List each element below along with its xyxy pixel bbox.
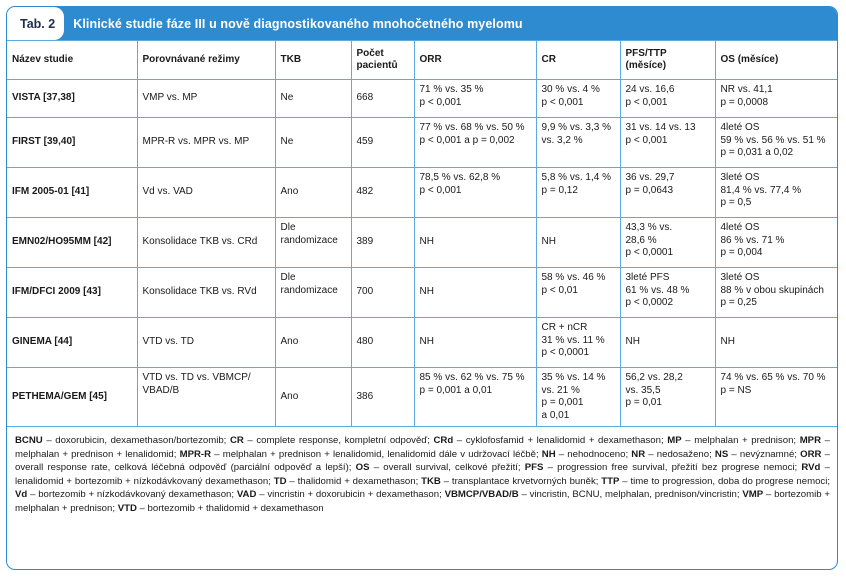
legend-abbr: BCNU xyxy=(15,435,43,446)
col-header-pfs: PFS/TTP (měsíce) xyxy=(620,41,715,80)
table-row xyxy=(7,268,837,318)
legend-text: overall survival, celkové přežití xyxy=(383,462,518,474)
cell-regimen: Konsolidace TKB vs. CRd xyxy=(137,218,275,268)
legend-text: cyklofosfamid + lenalidomid + dexamethason xyxy=(465,435,661,446)
header-row xyxy=(7,41,837,80)
cell-pfs: 36 vs. 29,7 p = 0,0643 xyxy=(620,168,715,218)
legend-text: thalidomid + dexamethason xyxy=(297,475,416,487)
cell-os: 3leté OS 88 % v obou skupinách p = 0,25 xyxy=(715,268,837,318)
legend-text: lenalidomid + bortezomib + nízkodávkovaný dexamethason xyxy=(15,475,269,487)
legend-text: melphalan + prednison xyxy=(694,435,794,446)
abbreviation-legend: BCNU – doxorubicin, dexamethason/bortezomib; CR – complete response, kompletní odpověď; CRd – cyklofosfamid + lenalidomid + dexamethason; MP – melphalan + prednison; MPR – melphalan + prednison + lenalidomid; MPR-R – melphalan + prednison + lenalidomid, lenalidomid dále v udržovací léčbě; NH – nehodnoceno; NR – nedosaženo; NS – nevýznamné; ORR – overall response rate, celková léčebná odpověď (parciální odpověď a lepší); OS – overall survival, celkové přežití; PFS – progression free survival, přežití bez progrese nemoci; RVd – lenalidomid + bortezomib + nízkodávkovaný dexamethason; TD – thalidomid + dexamethason; TKB – transplantace krvetvorných buněk; TTP – time to progression, doba do progrese nemoci; Vd – bortezomib + nízkodávkovaný dexamethason; VAD – vincristin + doxorubicin + dexamethason; VBMCP/VBAD/B – vincristin, BCNU, melphalan, prednison/vincristin; VMP – bortezomib + melphalan + prednison; VTD – bortezomib + thalidomid + dexamethason xyxy=(15,435,831,514)
cell-os: NH xyxy=(715,318,837,368)
legend-abbr: VAD xyxy=(236,489,257,501)
legend-text: melphalan + prednison + lenalidomid, lenalidomid dále v udržovací léčbě xyxy=(222,448,536,460)
legend-abbr: OS xyxy=(355,462,370,474)
cell-regimen: Vd vs. VAD xyxy=(137,168,275,218)
legend-text: bortezomib + thalidomid + dexamethason xyxy=(147,502,324,514)
legend-text: bortezomib + melphalan + prednison xyxy=(15,489,830,514)
cell-n: 480 xyxy=(351,318,414,368)
table-row xyxy=(7,318,837,368)
cell-pfs: 31 vs. 14 vs. 13 p < 0,001 xyxy=(620,118,715,168)
study-name: IFM 2005-01 [41] xyxy=(7,168,137,218)
cell-tkb: Ne xyxy=(275,80,351,118)
cell-os: 3leté OS 81,4 % vs. 77,4 % p = 0,5 xyxy=(715,168,837,218)
cell-regimen: Konsolidace TKB vs. RVd xyxy=(137,268,275,318)
col-header-cr: CR xyxy=(536,41,620,80)
cell-pfs: NH xyxy=(620,318,715,368)
cell-tkb: Dle randomizace xyxy=(275,218,351,268)
cell-tkb: Ne xyxy=(275,118,351,168)
table-title: Klinické studie fáze III u nově diagnostikovaného mnohočetného myelomu xyxy=(73,16,523,31)
legend-abbr: MPR xyxy=(799,435,822,446)
cell-os: 4leté OS 86 % vs. 71 % p = 0,004 xyxy=(715,218,837,268)
cell-pfs: 3leté PFS 61 % vs. 48 % p < 0,0002 xyxy=(620,268,715,318)
legend-text: time to progression, doba do progrese nemoci xyxy=(630,475,828,487)
studies-table xyxy=(7,40,837,427)
cell-tkb: Dle randomizace xyxy=(275,268,351,318)
legend-abbr: CR xyxy=(229,435,244,446)
study-name: FIRST [39,40] xyxy=(7,118,137,168)
cell-n: 386 xyxy=(351,368,414,427)
legend-text: transplantace krvetvorných buněk xyxy=(451,475,596,487)
study-name: VISTA [37,38] xyxy=(7,80,137,118)
legend-text: nevýznamné xyxy=(739,448,795,460)
legend-text: melphalan + prednison + lenalidomid xyxy=(15,448,174,460)
cell-cr: 58 % vs. 46 % p < 0,01 xyxy=(536,268,620,318)
legend-abbr: MP xyxy=(667,435,682,446)
study-name: EMN02/HO95MM [42] xyxy=(7,218,137,268)
table-row xyxy=(7,80,837,118)
study-name: PETHEMA/GEM [45] xyxy=(7,368,137,427)
table-row xyxy=(7,218,837,268)
col-header-orr: ORR xyxy=(414,41,536,80)
legend-abbr: NH xyxy=(541,448,556,460)
cell-pfs: 24 vs. 16,6 p < 0,001 xyxy=(620,80,715,118)
legend-text: nehodnoceno xyxy=(567,448,626,460)
cell-cr: CR + nCR 31 % vs. 11 % p < 0,0001 xyxy=(536,318,620,368)
legend-abbr: NR xyxy=(631,448,646,460)
legend-abbr: PFS xyxy=(524,462,544,474)
legend-abbr: VBMCP/VBAD/B xyxy=(444,489,519,501)
cell-pfs: 56,2 vs. 28,2 vs. 35,5 p = 0,01 xyxy=(620,368,715,427)
cell-orr: 77 % vs. 68 % vs. 50 % p < 0,001 a p = 0,002 xyxy=(414,118,536,168)
cell-n: 668 xyxy=(351,80,414,118)
cell-os: NR vs. 41,1 p = 0,0008 xyxy=(715,80,837,118)
cell-orr: NH xyxy=(414,318,536,368)
legend-text: bortezomib + nízkodávkovaný dexamethason xyxy=(38,489,232,501)
legend-abbr: ORR xyxy=(800,448,822,460)
col-header-tkb: TKB xyxy=(275,41,351,80)
legend-abbr: TKB xyxy=(421,475,441,487)
cell-orr: NH xyxy=(414,218,536,268)
col-header-patients: Počet pacientů xyxy=(351,41,414,80)
cell-n: 459 xyxy=(351,118,414,168)
table-row xyxy=(7,168,837,218)
study-name: GINEMA [44] xyxy=(7,318,137,368)
legend-abbr: CRd xyxy=(433,435,454,446)
legend-abbr: NS xyxy=(714,448,729,460)
cell-os: 74 % vs. 65 % vs. 70 % p = NS xyxy=(715,368,837,427)
cell-regimen: VTD vs. TD xyxy=(137,318,275,368)
legend-abbr: VMP xyxy=(742,489,764,501)
cell-n: 389 xyxy=(351,218,414,268)
cell-regimen: VMP vs. MP xyxy=(137,80,275,118)
cell-cr: 30 % vs. 4 % p < 0,001 xyxy=(536,80,620,118)
table-row xyxy=(7,118,837,168)
cell-orr: 71 % vs. 35 % p < 0,001 xyxy=(414,80,536,118)
legend-text: doxorubicin, dexamethason/bortezomib xyxy=(55,435,224,446)
table-row xyxy=(7,368,837,427)
legend-text: vincristin, BCNU, melphalan, prednison/vincristin xyxy=(529,489,737,501)
col-header-os: OS (měsíce) xyxy=(715,41,837,80)
cell-os: 4leté OS 59 % vs. 56 % vs. 51 % p = 0,031 a 0,02 xyxy=(715,118,837,168)
cell-regimen: MPR-R vs. MPR vs. MP xyxy=(137,118,275,168)
title-bar xyxy=(7,7,837,40)
legend-abbr: VTD xyxy=(117,502,137,514)
cell-orr: 85 % vs. 62 % vs. 75 % p = 0,001 a 0,01 xyxy=(414,368,536,427)
cell-cr: NH xyxy=(536,218,620,268)
cell-cr: 5,8 % vs. 1,4 % p = 0,12 xyxy=(536,168,620,218)
cell-regimen: VTD vs. TD vs. VBMCP/ VBAD/B xyxy=(137,368,275,427)
cell-cr: 35 % vs. 14 % vs. 21 % p = 0,001 a 0,01 xyxy=(536,368,620,427)
legend-text: vincristin + doxorubicin + dexamethason xyxy=(267,489,440,501)
legend-text: progression free survival, přežití bez progrese nemoci xyxy=(557,462,795,474)
legend-abbr: TTP xyxy=(601,475,620,487)
legend-text: overall response rate, celková léčebná odpověď (parciální odpověď a lepší) xyxy=(15,462,349,474)
col-header-regimen: Porovnávané režimy xyxy=(137,41,275,80)
cell-tkb: Ano xyxy=(275,168,351,218)
cell-pfs: 43,3 % vs. 28,6 % p < 0,0001 xyxy=(620,218,715,268)
cell-tkb: Ano xyxy=(275,368,351,427)
legend-text: complete response, kompletní odpověď xyxy=(256,435,428,446)
col-header-name: Název studie xyxy=(7,41,137,80)
study-name: IFM/DFCI 2009 [43] xyxy=(7,268,137,318)
legend-text: nedosaženo xyxy=(656,448,710,460)
cell-n: 700 xyxy=(351,268,414,318)
legend-abbr: RVd xyxy=(801,462,821,474)
cell-n: 482 xyxy=(351,168,414,218)
cell-tkb: Ano xyxy=(275,318,351,368)
cell-cr: 9,9 % vs. 3,3 % vs. 3,2 % xyxy=(536,118,620,168)
legend-abbr: Vd xyxy=(15,489,28,501)
table-frame xyxy=(6,6,838,570)
cell-orr: NH xyxy=(414,268,536,318)
cell-orr: 78,5 % vs. 62,8 % p < 0,001 xyxy=(414,168,536,218)
legend-abbr: TD xyxy=(273,475,287,487)
table-number: Tab. 2 xyxy=(7,7,64,40)
legend-abbr: MPR-R xyxy=(179,448,212,460)
